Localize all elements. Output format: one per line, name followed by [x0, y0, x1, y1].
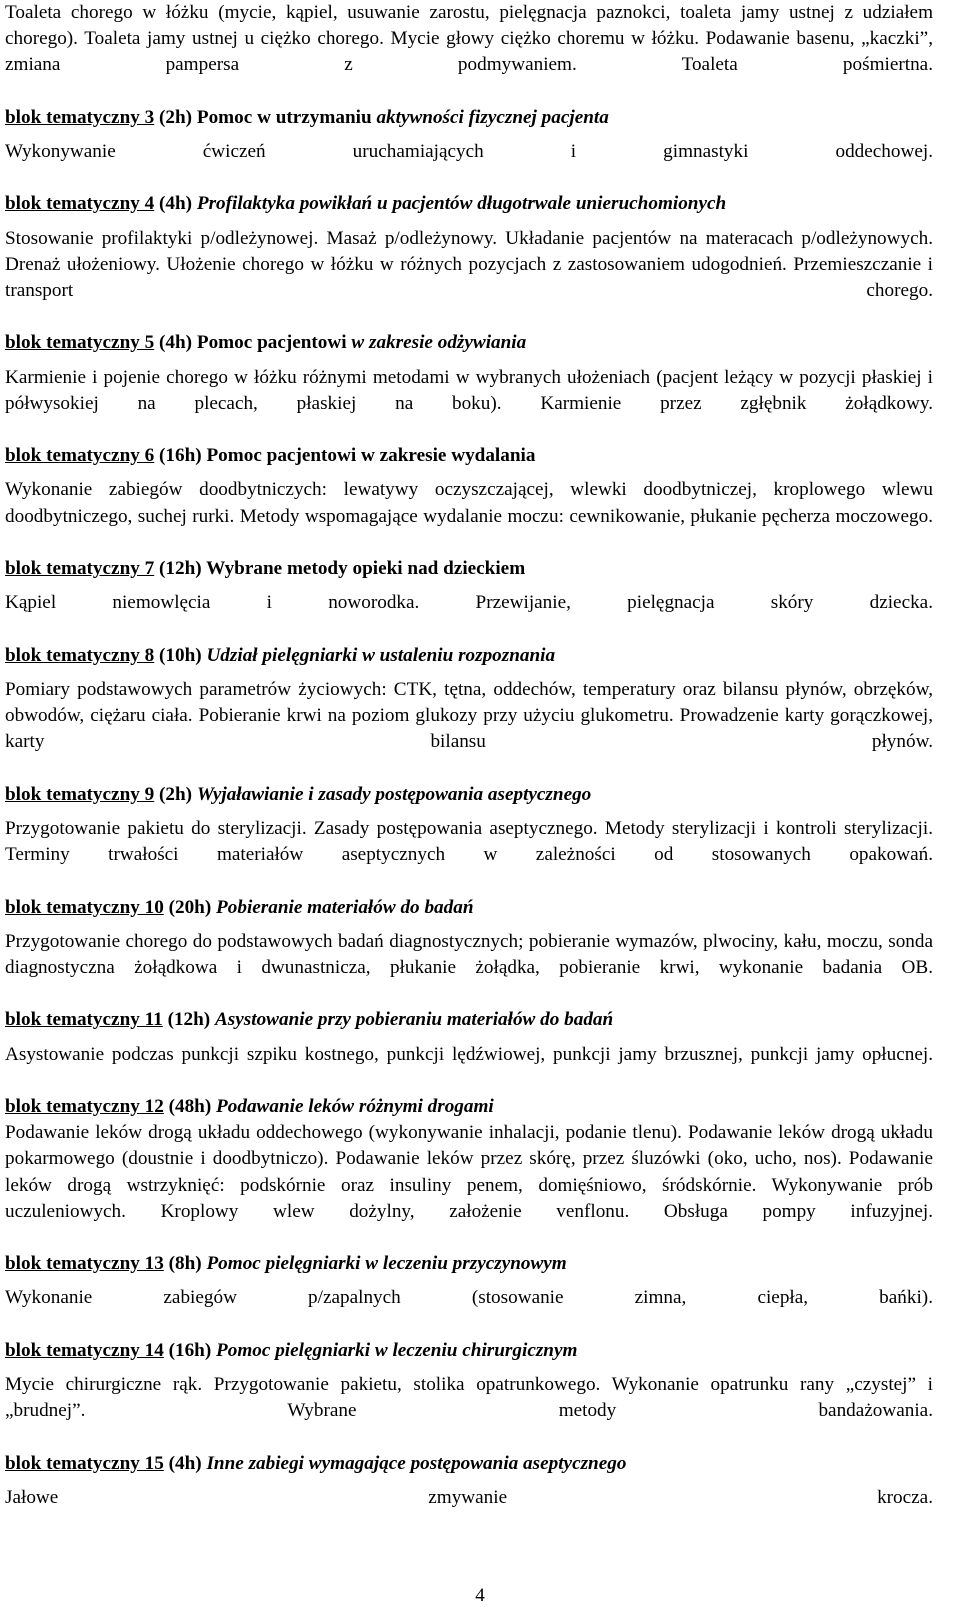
section-heading: [5, 895, 933, 921]
block-label: blok tematyczny 6: [5, 445, 155, 467]
section-heading: [5, 1094, 933, 1120]
section-body: Asystowanie podczas punkcji szpiku kostnego, punkcji lędźwiowej, punkcji jamy brzusznej, punkcji jamy opłucnej.: [5, 1043, 933, 1065]
block-label: blok tematyczny 4: [5, 193, 155, 215]
block-label: blok tematyczny 3: [5, 106, 155, 128]
section-heading: [5, 1251, 933, 1277]
block-title-italic: Udział pielęgniarki w ustaleniu rozpoznania: [206, 644, 556, 666]
document-page: [5, 0, 933, 1537]
block-hours: (8h): [163, 1253, 207, 1275]
section-heading: [5, 556, 933, 582]
block-title: Pomoc pacjentowi: [196, 332, 352, 354]
block-hours: (16h): [154, 445, 207, 467]
section-body: Pomiary podstawowych parametrów życiowych: CTK, tętna, oddechów, temperatury oraz bilansu płynów, obrzęków, obwodów, ciężaru ciała. Pobieranie krwi na poziom glukozy przy użyciu glukometru. Prowadzenie karty gorączkowej, karty bilansu płynów.: [5, 678, 933, 753]
section-body: Podawanie leków drogą układu oddechowego (wykonywanie inhalacji, podanie tlenu). Podawanie leków drogą układu pokarmowego (doustnie i doodbytniczo). Podawanie leków przez skórę, przez śluzówki (oko, ucho, nos). Podawanie leków drogą wstrzyknięć: podskórnie oraz insuliny penem, domięśniowo, śródskórnie. Wykonywanie prób uczuleniowych. Kroplowy wlew dożylny, założenie venflonu. Obsługa pompy infuzyjnej.: [5, 1122, 933, 1222]
block-label: blok tematyczny 10: [5, 896, 164, 918]
section-body: Jałowe zmywanie krocza.: [5, 1486, 933, 1508]
block-hours: (48h): [163, 1095, 217, 1117]
section-body: Wykonywanie ćwiczeń uruchamiających i gimnastyki oddechowej.: [5, 141, 933, 163]
section-heading: [5, 643, 933, 669]
block-hours: (2h): [154, 783, 197, 805]
section-body: Mycie chirurgiczne rąk. Przygotowanie pakietu, stolika opatrunkowego. Wykonanie opatrunku rany „czystej” i „brudnej”. Wybrane metody bandażowania.: [5, 1373, 933, 1422]
block-hours: (4h): [154, 332, 197, 354]
block-title-italic: Pomoc pielęgniarki w leczeniu chirurgicznym: [216, 1339, 578, 1361]
section-body: Karmienie i pojenie chorego w łóżku różnymi metodami w wybranych ułożeniach (pacjent leżący w pozycji płaskiej i półwysokiej na plecach, płaskiej na boku). Karmienie przez zgłębnik żołądkowy.: [5, 366, 933, 414]
section-body: Wykonanie zabiegów doodbytniczych: lewatywy oczyszczającej, wlewki doodbytniczej, kroplowego wlewu doodbytniczego, suchej rurki. Metody wspomagające wydalanie moczu: cewnikowanie, płukanie pęcherza moczowego.: [5, 479, 933, 527]
block-label: blok tematyczny 11: [5, 1009, 163, 1031]
section-heading: [5, 1007, 933, 1033]
block-title-italic: Inne zabiegi wymagające postępowania aseptycznego: [206, 1452, 627, 1474]
block-title-italic: Asystowanie przy pobieraniu materiałów do badań: [215, 1009, 614, 1031]
block-title-italic: Wyjaławianie i zasady postępowania aseptycznego: [196, 783, 592, 805]
block-label: blok tematyczny 13: [5, 1253, 164, 1275]
block-label: blok tematyczny 14: [5, 1339, 164, 1361]
section-heading: [5, 782, 933, 808]
section-body: Stosowanie profilaktyki p/odleżynowej. Masaż p/odleżynowy. Układanie pacjentów na materacach p/odleżynowych. Drenaż ułożeniowy. Ułożenie chorego w łóżku w różnych pozycjach z zastosowaniem udogodnień. Przemieszczanie i transport chorego.: [5, 227, 933, 302]
section-body: Przygotowanie chorego do podstawowych badań diagnostycznych; pobieranie wymazów, plwociny, kału, moczu, sonda diagnostyczna żołądkowa i dwunastnicza, płukanie żołądka, pobieranie krwi, wykonanie badania OB.: [5, 930, 933, 978]
section-heading: [5, 1451, 933, 1477]
block-hours: (4h): [163, 1452, 207, 1474]
block-title-italic: aktywności fizycznej pacjenta: [376, 106, 609, 128]
section-heading: [5, 443, 933, 469]
page-number: 4: [475, 1585, 485, 1606]
block-hours: (10h): [154, 644, 207, 666]
block-title: Pomoc w utrzymaniu: [196, 106, 377, 128]
block-hours: (12h): [162, 1009, 215, 1031]
block-label: blok tematyczny 12: [5, 1095, 164, 1117]
section-heading: [5, 191, 933, 217]
block-hours: (2h): [154, 106, 197, 128]
block-title-italic: w zakresie odżywiania: [351, 332, 527, 354]
block-title: Pomoc pacjentowi w zakresie wydalania: [206, 445, 536, 467]
block-title: Wybrane metody opieki nad dzieckiem: [206, 558, 526, 580]
block-title-italic: Podawanie leków różnymi drogami: [216, 1095, 494, 1117]
block-title-italic: Pobieranie materiałów do badań: [216, 896, 474, 918]
section-body: Kąpiel niemowlęcia i noworodka. Przewijanie, pielęgnacja skóry dziecka.: [5, 592, 933, 614]
block-label: blok tematyczny 5: [5, 332, 155, 354]
section-heading: [5, 1338, 933, 1364]
block-hours: (20h): [163, 896, 217, 918]
block-label: blok tematyczny 15: [5, 1452, 164, 1474]
block-hours: (16h): [163, 1339, 217, 1361]
section-body: Wykonanie zabiegów p/zapalnych (stosowanie zimna, ciepła, bańki).: [5, 1287, 933, 1309]
block-label: blok tematyczny 8: [5, 644, 155, 666]
block-hours: (4h): [154, 193, 197, 215]
block-hours: (12h): [154, 558, 207, 580]
section-body: Przygotowanie pakietu do sterylizacji. Zasady postępowania aseptycznego. Metody sterylizacji i kontroli sterylizacji. Terminy trwałości materiałów aseptycznych w zależności od stosowanych opakowań.: [5, 817, 933, 866]
block-label: blok tematyczny 9: [5, 783, 155, 805]
block-title-italic: Pomoc pielęgniarki w leczeniu przyczynowym: [206, 1253, 567, 1275]
block-label: blok tematyczny 7: [5, 558, 155, 580]
section-heading: [5, 330, 933, 356]
block-title-italic: Profilaktyka powikłań u pacjentów długotrwale unieruchomionych: [196, 193, 727, 215]
section-heading: [5, 105, 933, 131]
section-body: Toaleta chorego w łóżku (mycie, kąpiel, usuwanie zarostu, pielęgnacja paznokci, toaleta jamy ustnej z udziałem chorego). Toaleta jamy ustnej u ciężko chorego. Mycie głowy ciężko choremu w łóżku. Podawanie basenu, „kaczki”, zmiana pampersa z podmywaniem. Toaleta pośmiertna.: [5, 2, 933, 76]
